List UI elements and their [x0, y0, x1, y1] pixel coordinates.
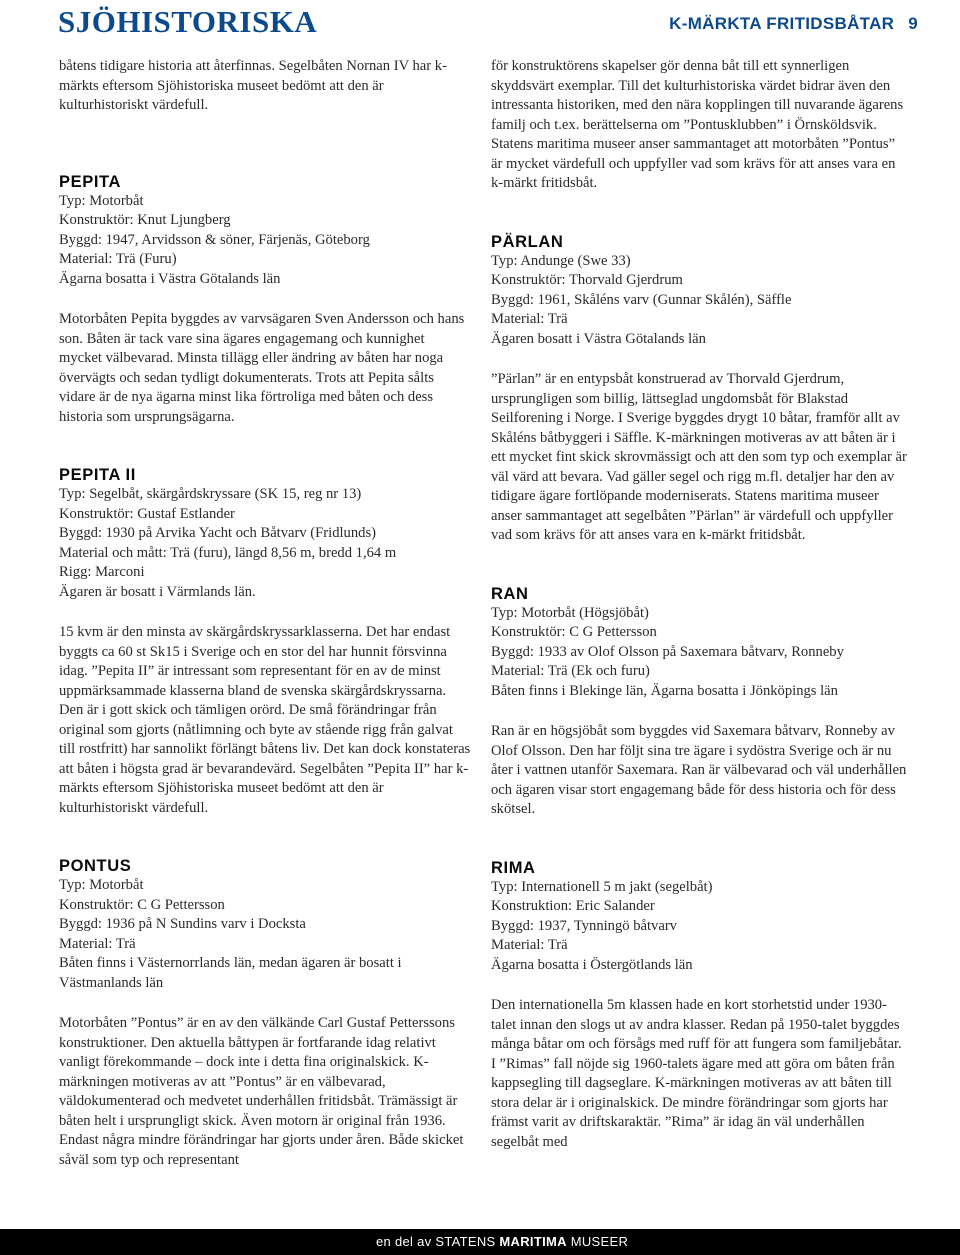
section-title-text: K-MÄRKTA FRITIDSBÅTAR [669, 14, 895, 33]
info-parlan [491, 252, 907, 350]
info-line: Typ: Segelbåt, skärgårdskryssare (SK 15, reg nr 13) [59, 486, 362, 502]
heading-parlan: PÄRLAN [491, 232, 564, 251]
info-line: Konstruktör: Gustaf Estlander [59, 505, 235, 522]
logo: SJÖHISTORISKA [58, 4, 318, 39]
info-line: Konstruktör: C G Pettersson [491, 624, 657, 640]
info-line: Konstruktör: Thorvald Gjerdrum [491, 272, 683, 288]
info-line: Typ: Internationell 5 m jakt (segelbåt) [491, 878, 713, 895]
info-line: Material: Trä [491, 311, 568, 327]
info-line: Typ: Motorbåt (Högsjöbåt) [491, 604, 649, 621]
heading-ran: RAN [491, 584, 529, 603]
info-line: Båten finns i Västernorrlands län, medan ägaren är bosatt i Västmanlands län [59, 955, 402, 991]
body-rima: Den internationella 5m klassen hade en kort storhetstid under 1930-talet innan den slogs ut av andra klasser. Redan på 1950-talet byggdes många båtar om och försågs med ruff för att fungera som familjebåtar. I ”Rimas” fall nöjde sig 1960-talets ägare med att göra om båten från kappsegling till dagseglare. K-märkningen motiveras av att båten till stora delar är i originalskick. De mindre förändringar som gjorts har främst varit av driftskaraktär. ”Rima” är idag än väl underhållen segelbåt med [491, 997, 902, 1150]
info-line: Konstruktion: Eric Salander [491, 898, 655, 914]
heading-rima: RIMA [491, 858, 536, 877]
info-line: Typ: Motorbåt [59, 192, 144, 209]
page-footer [0, 1229, 960, 1255]
info-line: Konstruktör: Knut Ljungberg [59, 212, 231, 228]
info-line: Material: Trä (Ek och furu) [491, 663, 650, 679]
info-line: Ägaren är bosatt i Värmlands län. [59, 583, 256, 600]
heading-pepita: PEPITA [59, 172, 121, 191]
info-line: Konstruktör: C G Pettersson [59, 896, 225, 913]
info-line: Material och mått: Trä (furu), längd 8,56 m, bredd 1,64 m [59, 544, 397, 561]
info-line: Material: Trä (Furu) [59, 251, 177, 267]
body-pepita-ii: 15 kvm är den minsta av skärgårdskryssarklasserna. Det har endast byggts ca 60 st Sk15 i Sverige och en stor del har hunnit försvinna idag. ”Pepita II” är intressant som representant för en av de minst uppmärksammade klasserna bland de svenska skärgårdskryssarna. Den är i gott skick och tämligen orörd. De små förändringar från original som gjorts (nåtlimning och byte av stående rigg från galvat till rostfritt) har sannolikt förlängt båtens liv. Det kan dock konstateras att båten i högsta grad är bevarandevärd. Segelbåten ”Pepita II” har k-märkts eftersom Sjöhistoriska museet bedömt att den är kulturhistoriskt värdefull. [59, 624, 471, 816]
info-line: Byggd: 1947, Arvidsson & söner, Färjenäs, Göteborg [59, 231, 370, 248]
footer-emphasis: MARITIMA [499, 1234, 567, 1249]
body-parlan: ”Pärlan” är en entypsbåt konstruerad av Thorvald Gjerdrum, ursprungligen som billig, lättseglad ungdomsbåt för Blakstad Seilforening i Norge. I Sverige byggdes drygt 10 båtar, framför allt av Skåléns båtbyggeri i Säffle. K-märkningen motiveras av att båten är i ett mycket fint skick skrovmässigt och att den som typ och exemplar är väl värd att bevara. Vad gäller segel och rigg m.fl. detaljer har den av tidigare ägare fortlöpande moderniserats. Statens maritima museer anser sammantaget att segelbåten ”Pärlan” är värdefull och uppfyller vad som krävs för att anses vara en k-märkt fritidsbåt. [491, 371, 907, 543]
left-column [59, 57, 471, 1170]
footer-prefix: en del av STATENS [376, 1234, 500, 1249]
info-line: Byggd: 1930 på Arvika Yacht och Båtvarv (Fridlunds) [59, 525, 376, 541]
heading-pepita-ii: PEPITA II [59, 466, 136, 484]
page-header [0, 0, 960, 52]
info-line: Båten finns i Blekinge län, Ägarna bosatta i Jönköpings län [491, 682, 838, 699]
info-line: Typ: Andunge (Swe 33) [491, 252, 631, 269]
page-number: 9 [908, 14, 918, 33]
info-line: Byggd: 1933 av Olof Olsson på Saxemara båtvarv, Ronneby [491, 643, 844, 660]
info-line: Ägarna bosatta i Östergötlands län [491, 956, 693, 973]
section-title [669, 14, 918, 34]
info-line: Ägarna bosatta i Västra Götalands län [59, 270, 281, 287]
footer-text [376, 1234, 628, 1249]
info-line: Rigg: Marconi [59, 564, 145, 580]
info-rima [491, 878, 907, 976]
info-line: Byggd: 1936 på N Sundins varv i Docksta [59, 916, 306, 932]
info-ran [491, 604, 907, 702]
info-line: Byggd: 1961, Skåléns varv (Gunnar Skålén), Säffle [491, 291, 792, 308]
info-pepita-ii [59, 485, 471, 602]
intro-paragraph-right: för konstruktörens skapelser gör denna båt till ett synnerligen skyddsvärt exemplar. Till det kulturhistoriska värdet bidrar även den intressanta historiken, med den nära kopplingen till nuvarande ägarens familj och t.ex. berättelserna om ”Pontusklubben” i Örnsköldsvik. Statens maritima museer anser sammantaget att motorbåten ”Pontus” är mycket värdefull och uppfyller vad som krävs för att anses vara en k-märkt fritidsbåt. [491, 58, 904, 191]
body-pepita: Motorbåten Pepita byggdes av varvsägaren Sven Andersson och hans son. Båten är tack vare sina ägares engagemang och kunnighet mycket välbevarad. Minsta tillägg eller ändring av båten har noga övervägts och sedan tydligt dokumenterats. Trots att Pepita sålts vidare är de nya ägarna minst lika förtroliga med båten och dess historia som ursprungsägarna. [59, 311, 465, 425]
info-pontus [59, 876, 471, 993]
info-line: Typ: Motorbåt [59, 877, 144, 893]
footer-suffix: MUSEER [566, 1234, 629, 1249]
intro-paragraph: båtens tidigare historia att återfinnas. Segelbåten Nornan IV har k-märkts eftersom Sjöhistoriska museet bedömt att den är kulturhistoriskt värdefull. [59, 58, 447, 113]
body-pontus: Motorbåten ”Pontus” är en av den välkände Carl Gustaf Petterssons konstruktioner. Den aktuella båttypen är fortfarande idag relativt vanligt förekommande – dock inte i detta fina originalskick. K-märkningen motiveras av att ”Pontus” är en välbevarad, väldokumenterad och medvetet underhållen fritidsbåt. Trämässigt är båten helt i ursprungligt skick. Även motorn är original från 1936. Endast några mindre förändringar har gjorts under åren. Både skicket såväl som typ och representant [59, 1015, 464, 1168]
right-column [491, 57, 907, 1152]
info-line: Byggd: 1937, Tynningö båtvarv [491, 917, 677, 934]
body-ran: Ran är en högsjöbåt som byggdes vid Saxemara båtvarv, Ronneby av Olof Olsson. Den har följt sina tre ägare i sydöstra Sverige och är nu åter i vattnen utanför Saxemara. Ran är välbevarad och väl underhållen och ägaren visar stort engagemang både för dess historia och för dess skötsel. [491, 723, 907, 817]
info-line: Material: Trä [59, 935, 136, 952]
heading-pontus: PONTUS [59, 857, 132, 875]
info-pepita [59, 192, 471, 290]
info-line: Ägaren bosatt i Västra Götalands län [491, 330, 706, 347]
info-line: Material: Trä [491, 937, 568, 953]
